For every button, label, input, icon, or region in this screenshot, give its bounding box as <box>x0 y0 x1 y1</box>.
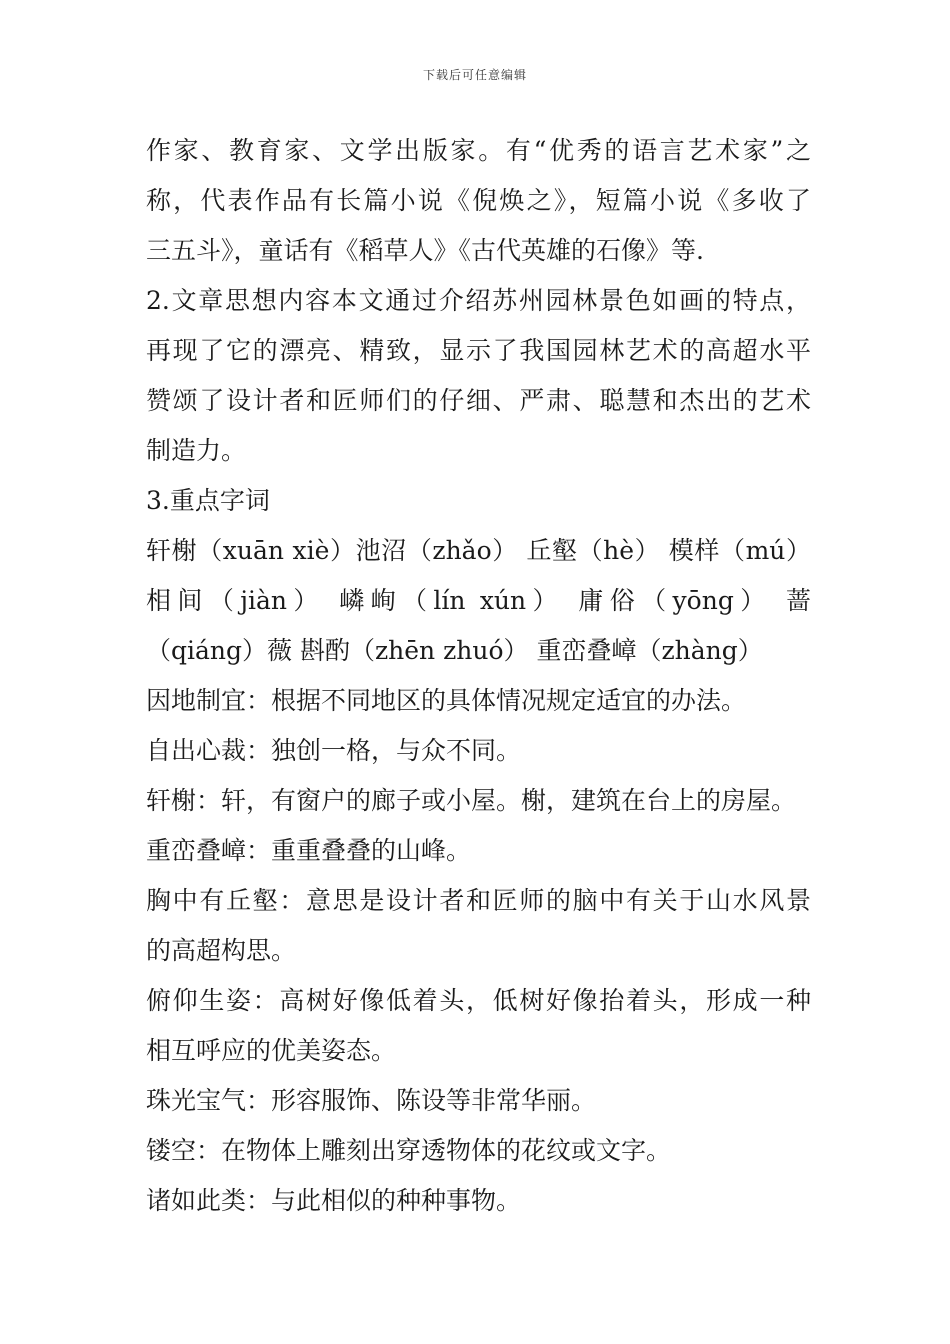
text-line: 制造力。 <box>146 436 247 465</box>
text-line: 称，代表作品有长篇小说《倪焕之》，短篇小说《多收了 <box>146 186 811 215</box>
document-body <box>146 126 811 1226</box>
definition-line: 胸中有丘壑：意思是设计者和匠师的脑中有关于山水风景 <box>146 886 811 915</box>
pinyin-line: （qiáng）薇 斟酌（zhēn zhuó） 重峦叠嶂（zhàng） <box>146 636 763 665</box>
definition-line: 的高超构思。 <box>146 936 297 965</box>
definition-line: 珠光宝气：形容服饰、陈设等非常华丽。 <box>146 1086 597 1115</box>
text-line: 2.文章思想内容本文通过介绍苏州园林景色如画的特点， <box>146 286 811 315</box>
definition-line: 镂空：在物体上雕刻出穿透物体的花纹或文字。 <box>146 1136 672 1165</box>
page-header: 下载后可任意编辑 <box>422 68 527 82</box>
text-line: 再现了它的漂亮、精致，显示了我国园林艺术的高超水平 <box>146 336 811 365</box>
text-line: 作家、教育家、文学出版家。有“优秀的语言艺术家”之 <box>146 136 811 165</box>
definition-line: 俯仰生姿：高树好像低着头，低树好像抬着头，形成一种 <box>146 986 811 1015</box>
section-heading: 3.重点字词 <box>146 486 270 515</box>
definition-line: 自出心裁：独创一格，与众不同。 <box>146 736 522 765</box>
definition-line: 因地制宜：根据不同地区的具体情况规定适宜的办法。 <box>146 686 747 715</box>
definition-line: 相互呼应的优美姿态。 <box>146 1036 397 1065</box>
definition-line: 轩榭：轩，有窗户的廊子或小屋。榭，建筑在台上的房屋。 <box>146 786 797 815</box>
pinyin-line: 轩榭（xuān xiè）池沼（zhǎo） 丘壑（hè） 模样（mú） <box>146 536 811 565</box>
text-line: 赞颂了设计者和匠师们的仔细、严肃、聪慧和杰出的艺术 <box>146 386 811 415</box>
pinyin-line: 相间（jiàn） 嶙峋（lín xún） 庸俗（yōng） 蔷 <box>146 586 811 615</box>
definition-line: 诸如此类：与此相似的种种事物。 <box>146 1186 522 1215</box>
text-line: 三五斗》，童话有《稻草人》《古代英雄的石像》等. <box>146 236 704 265</box>
definition-line: 重峦叠嶂：重重叠叠的山峰。 <box>146 836 472 865</box>
